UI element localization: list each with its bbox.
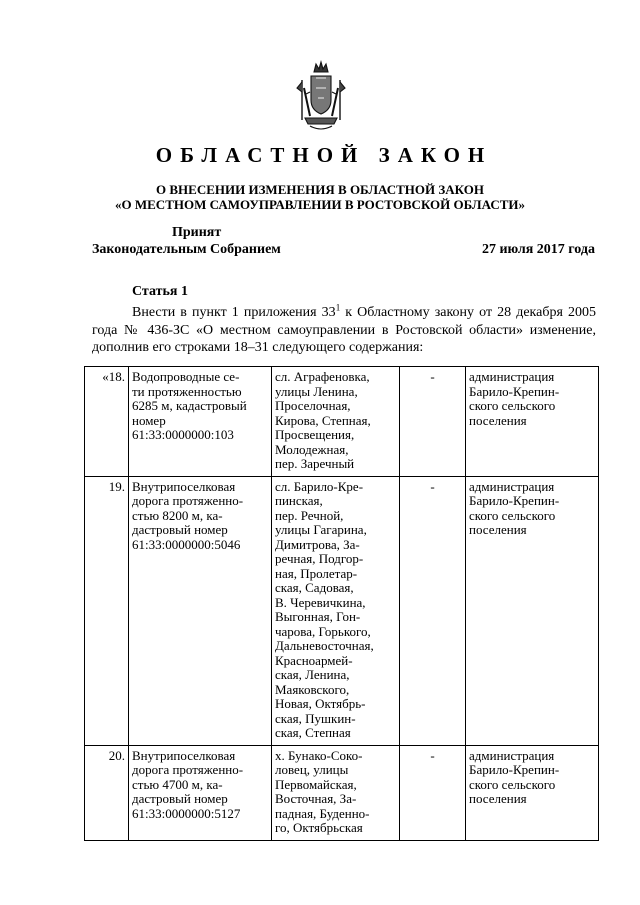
amendment-table <box>84 366 599 841</box>
object-text: Внутрипоселковая дорога протяженно- стью 4700 м, ка- дастровый номер 61:33:0000000:5127 <box>132 747 244 821</box>
owner-text: администрация Барило-Крепин- ского сельского поселения <box>469 369 560 428</box>
law-subtitle-line-2: «О МЕСТНОМ САМОУПРАВЛЕНИИ В РОСТОВСКОЙ ОБЛАСТИ» <box>115 197 525 212</box>
article-heading: Статья 1 <box>132 284 188 299</box>
coat-of-arms-emblem-icon <box>296 58 346 138</box>
row-number: 19. <box>85 476 129 745</box>
location-cell <box>272 476 400 745</box>
location-cell <box>272 367 400 477</box>
owner-cell <box>466 476 599 745</box>
article-text-part-2: к Областному закону от 28 декабря 2005 года № 436-ЗС «О местном самоуправлении в Ростовской области» изменение, дополнив его строками 18–31 следующего содержания: <box>92 305 596 355</box>
location-text: сл. Барило-Кре- пинская, пер. Речной, улицы Гагарина, Димитрова, За- речная, Подгор- ная, Пролетар- ская, Садовая, В. Черевичкина, Выгонная, Гон- чарова, Горького, Дальневосточная, Красноармей- ская, Ленина, Маяковского, Новая, Октябрь- ская, Пушкин- ская, Степная <box>275 478 374 740</box>
document-title: ОБЛАСТНОЙ ЗАКОН <box>155 143 493 167</box>
owner-text: администрация Барило-Крепин- ского сельского поселения <box>469 478 560 537</box>
dash-cell: - <box>400 476 466 745</box>
owner-cell <box>466 367 599 477</box>
table-row <box>85 745 599 840</box>
table-row <box>85 367 599 477</box>
adoption-label: Принят <box>172 225 222 240</box>
object-text: Внутрипоселковая дорога протяженно- стью 8200 м, ка- дастровый номер 61:33:0000000:5046 <box>132 478 244 552</box>
article-superscript: 1 <box>335 302 341 313</box>
row-number: 20. <box>85 745 129 840</box>
object-cell <box>129 745 272 840</box>
dash-cell: - <box>400 367 466 477</box>
adoption-body: Законодательным Собранием <box>92 242 281 257</box>
owner-text: администрация Барило-Крепин- ского сельского поселения <box>469 747 560 806</box>
owner-cell <box>466 745 599 840</box>
article-paragraph <box>92 304 596 357</box>
adoption-date: 27 июля 2017 года <box>481 242 595 257</box>
row-number: «18. <box>85 367 129 477</box>
object-cell <box>129 476 272 745</box>
object-cell <box>129 367 272 477</box>
location-cell <box>272 745 400 840</box>
object-text: Водопроводные се- ти протяженностью 6285 м, кадастровый номер 61:33:0000000:103 <box>132 369 247 442</box>
table-row <box>85 476 599 745</box>
article-text-part-1: Внести в пункт 1 приложения 33 <box>132 305 336 320</box>
location-text: х. Бунако-Соко- ловец, улицы Первомайская, Восточная, За- падная, Буденно- го, Октябрьская <box>275 747 370 835</box>
law-subtitle-line-1: О ВНЕСЕНИИ ИЗМЕНЕНИЯ В ОБЛАСТНОЙ ЗАКОН <box>156 182 484 197</box>
location-text: сл. Аграфеновка, улицы Ленина, Проселочная, Кирова, Степная, Просвещения, Молодежная, пер. Заречный <box>275 369 371 471</box>
dash-cell: - <box>400 745 466 840</box>
